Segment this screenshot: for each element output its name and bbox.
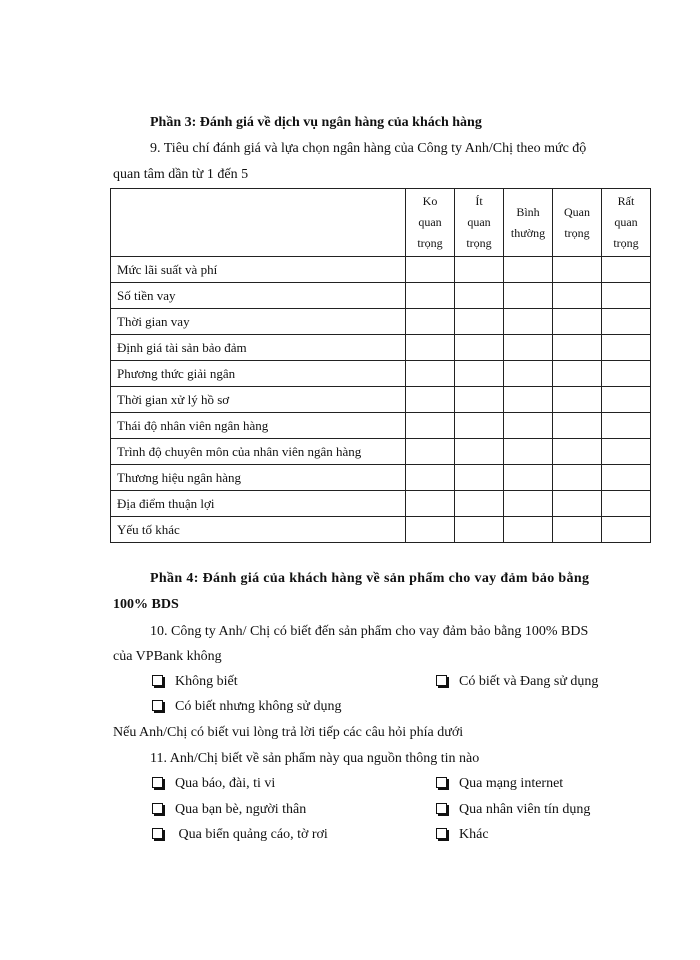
rating-cell[interactable] (455, 439, 504, 465)
checkbox-icon[interactable] (436, 803, 447, 814)
option-label: Khác (459, 827, 489, 842)
rating-cell[interactable] (602, 465, 651, 491)
option-mang-internet[interactable] (436, 775, 563, 793)
part3-title: Phần 3: Đánh giá về dịch vụ ngân hàng của khách hàng (150, 115, 482, 130)
rating-cell[interactable] (406, 335, 455, 361)
rating-cell[interactable] (455, 335, 504, 361)
rating-cell[interactable] (455, 257, 504, 283)
rating-cell[interactable] (504, 491, 553, 517)
criterion-label: Số tiền vay (111, 283, 406, 309)
rating-cell[interactable] (455, 465, 504, 491)
header-important: Quan trọng (553, 189, 602, 257)
criterion-label: Trình độ chuyên môn của nhân viên ngân hàng (111, 439, 406, 465)
header-not-important: Ko quan trọng (406, 189, 455, 257)
rating-cell[interactable] (504, 335, 553, 361)
rating-cell[interactable] (504, 465, 553, 491)
checkbox-icon[interactable] (152, 803, 163, 814)
rating-cell[interactable] (602, 387, 651, 413)
q11-text: 11. Anh/Chị biết về sản phẩm này qua nguồn thông tin nào (150, 751, 480, 766)
rating-cell[interactable] (553, 491, 602, 517)
table-row (111, 257, 651, 283)
rating-cell[interactable] (553, 257, 602, 283)
rating-cell[interactable] (406, 361, 455, 387)
criterion-label: Thời gian xử lý hồ sơ (111, 387, 406, 413)
option-co-biet-dang-su-dung[interactable] (436, 673, 598, 691)
rating-cell[interactable] (553, 361, 602, 387)
table-row (111, 517, 651, 543)
criteria-header-cell (111, 189, 406, 257)
rating-cell[interactable] (602, 335, 651, 361)
rating-cell[interactable] (504, 387, 553, 413)
q9-line1: 9. Tiêu chí đánh giá và lựa chọn ngân hàng của Công ty Anh/Chị theo mức độ (150, 141, 587, 156)
part4-title-text: Phần 4: Đánh giá của khách hàng về sản phẩm cho vay đảm bảo bằng (150, 571, 590, 586)
checkbox-icon[interactable] (152, 700, 163, 711)
criterion-label: Mức lãi suất và phí (111, 257, 406, 283)
rating-cell[interactable] (602, 283, 651, 309)
checkbox-icon[interactable] (152, 777, 163, 788)
table-row (111, 465, 651, 491)
rating-cell[interactable] (455, 387, 504, 413)
header-very-important: Rất quan trọng (602, 189, 651, 257)
rating-cell[interactable] (504, 309, 553, 335)
option-label: Có biết nhưng không sử dụng (175, 699, 342, 714)
option-label: Không biết (175, 674, 238, 689)
rating-cell[interactable] (553, 387, 602, 413)
option-ban-be-nguoi-than[interactable] (152, 801, 306, 819)
rating-cell[interactable] (553, 309, 602, 335)
criterion-label: Địa điểm thuận lợi (111, 491, 406, 517)
rating-cell[interactable] (602, 309, 651, 335)
q9-line2: quan tâm dần từ 1 đến 5 (113, 167, 249, 182)
table-row (111, 309, 651, 335)
table-row (111, 413, 651, 439)
checkbox-icon[interactable] (436, 828, 447, 839)
rating-cell[interactable] (406, 491, 455, 517)
criterion-label: Phương thức giải ngân (111, 361, 406, 387)
checkbox-icon[interactable] (436, 675, 447, 686)
option-co-biet-khong-su-dung[interactable] (152, 698, 341, 716)
option-khac[interactable] (436, 826, 489, 844)
rating-cell[interactable] (406, 439, 455, 465)
option-label: Qua báo, đài, ti vi (175, 776, 276, 791)
rating-cell[interactable] (602, 361, 651, 387)
part4-title-line1 (150, 570, 633, 588)
option-label: Qua biển quảng cáo, tờ rơi (175, 827, 328, 842)
criterion-label: Thái độ nhân viên ngân hàng (111, 413, 406, 439)
criterion-label: Thời gian vay (111, 309, 406, 335)
option-label: Qua bạn bè, người thân (175, 802, 307, 817)
rating-cell[interactable] (504, 439, 553, 465)
option-bao-dai-tivi[interactable] (152, 775, 275, 793)
rating-cell[interactable] (406, 309, 455, 335)
rating-cell[interactable] (602, 439, 651, 465)
rating-cell[interactable] (602, 491, 651, 517)
rating-cell[interactable] (504, 361, 553, 387)
option-label: Qua mạng internet (459, 776, 564, 791)
table-row (111, 335, 651, 361)
rating-cell[interactable] (406, 283, 455, 309)
rating-cell[interactable] (504, 257, 553, 283)
rating-cell[interactable] (406, 387, 455, 413)
table-row (111, 387, 651, 413)
rating-cell[interactable] (602, 517, 651, 543)
rating-cell[interactable] (504, 517, 553, 543)
header-normal: Bình thường (504, 189, 553, 257)
header-less-important: Ít quan trọng (455, 189, 504, 257)
table-row (111, 491, 651, 517)
option-bien-quang-cao-to-roi[interactable] (152, 826, 328, 844)
criterion-label: Yếu tố khác (111, 517, 406, 543)
option-khong-biet[interactable] (152, 673, 238, 691)
checkbox-icon[interactable] (152, 828, 163, 839)
checkbox-icon[interactable] (152, 675, 163, 686)
table-row (111, 439, 651, 465)
criterion-label: Định giá tài sản bảo đảm (111, 335, 406, 361)
option-label: Qua nhân viên tín dụng (459, 802, 591, 817)
part4-title-line2: 100% BDS (113, 597, 179, 612)
rating-cell[interactable] (553, 465, 602, 491)
option-nhan-vien-tin-dung[interactable] (436, 801, 590, 819)
rating-cell[interactable] (602, 413, 651, 439)
rating-cell[interactable] (553, 335, 602, 361)
table-row (111, 283, 651, 309)
rating-cell[interactable] (455, 491, 504, 517)
rating-cell[interactable] (504, 413, 553, 439)
rating-cell[interactable] (455, 361, 504, 387)
rating-cell[interactable] (406, 257, 455, 283)
followup-note: Nếu Anh/Chị có biết vui lòng trả lời tiếp các câu hỏi phía dưới (113, 725, 464, 740)
rating-cell[interactable] (406, 517, 455, 543)
rating-cell[interactable] (553, 413, 602, 439)
rating-table (110, 188, 651, 543)
q10-line1: 10. Công ty Anh/ Chị có biết đến sản phẩm cho vay đảm bảo bằng 100% BDS (150, 624, 589, 639)
rating-cell[interactable] (455, 283, 504, 309)
option-label: Có biết và Đang sử dụng (459, 674, 599, 689)
rating-cell[interactable] (553, 517, 602, 543)
table-header-row (111, 189, 651, 257)
q10-line2: của VPBank không (113, 649, 222, 664)
rating-cell[interactable] (406, 465, 455, 491)
rating-cell[interactable] (455, 309, 504, 335)
table-row (111, 361, 651, 387)
criterion-label: Thương hiệu ngân hàng (111, 465, 406, 491)
rating-cell[interactable] (455, 517, 504, 543)
rating-cell[interactable] (602, 257, 651, 283)
checkbox-icon[interactable] (436, 777, 447, 788)
rating-cell[interactable] (504, 283, 553, 309)
rating-cell[interactable] (553, 439, 602, 465)
rating-cell[interactable] (455, 413, 504, 439)
rating-cell[interactable] (553, 283, 602, 309)
rating-cell[interactable] (406, 413, 455, 439)
